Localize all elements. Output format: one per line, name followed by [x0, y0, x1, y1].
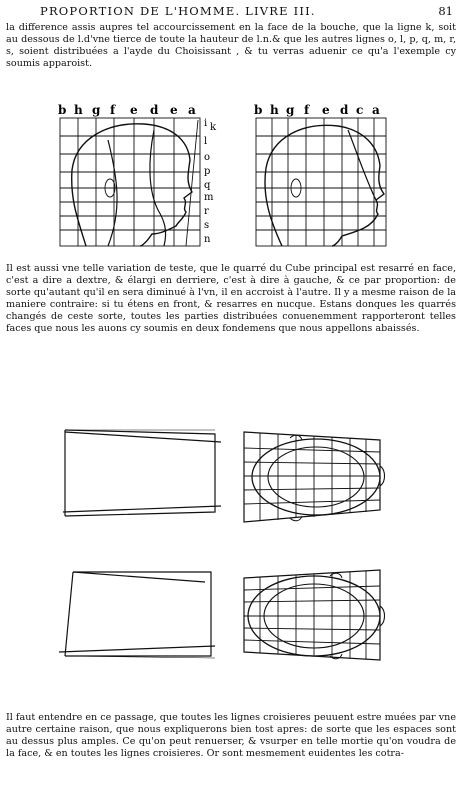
- fig-label: b: [254, 103, 263, 117]
- fig-label: f: [304, 103, 310, 117]
- figure-letters-top-right: [254, 103, 380, 117]
- fig-label: b: [58, 103, 67, 117]
- fig-label: m: [204, 192, 214, 203]
- figure-distorted-square-1: [55, 428, 225, 518]
- fig-label: p: [204, 166, 211, 177]
- paragraph-2: Il est aussi vne telle variation de teste, que le quarré du Cube principal est resarré en face, c'est a dire a dextre, & élargi en derriere, c'est à dire à gauche, & ce par proportion: de sorte qu'autant qu'il en sera diminué à l'vn, il en accroist à l'autre. Il y a mesme raison de la maniere contraire: si tu étens en front, & resarres en nucque. Estans donques les quarrés changés de ceste sorte, toutes les parties distribuées conuenemment rapporteront telles faces que nous les auons cy soumis en deux fondemens que nous appellons abaissés.: [6, 263, 456, 334]
- fig-label: s: [204, 220, 210, 231]
- fig-label: d: [340, 103, 349, 117]
- paragraph-1: la difference assis aupres tel accourcissement en la face de la bouche, que la ligne k, soit au dessous de l.d'vne tierce de toute la hauteur de l.n.& que les autres lignes o, l, p, q, m, r, s, soient distribuées a l'ayde du Choisissant , & tu verras aduenir ce qu'a l'exemple cy soumis apparoist.: [6, 22, 456, 69]
- fig-label: e: [322, 103, 330, 117]
- fig-label: k: [210, 122, 217, 133]
- running-head: PROPORTION DE L'HOMME. LIVRE III.: [40, 4, 316, 18]
- fig-label: h: [74, 103, 83, 117]
- page-header: [40, 4, 455, 20]
- figure-letters-right: [204, 118, 217, 245]
- figure-gridded-head-2: [230, 568, 400, 668]
- fig-label: a: [372, 103, 380, 117]
- fig-label: g: [286, 103, 295, 117]
- fig-label: e: [170, 103, 178, 117]
- fig-label: h: [270, 103, 279, 117]
- page-number: 81: [438, 4, 453, 18]
- figure-gridded-head-1: [230, 430, 400, 525]
- fig-label: e: [130, 103, 138, 117]
- paragraph-3: Il faut entendre en ce passage, que toutes les lignes croisieres peuuent estre muées par vne autre certaine raison, que nous expliquerons bien tost apres: de sorte que les espaces sont au dessus plus amples. Ce qu'on peut renuerser, & vsurper en telle mortie qu'on voudra de la face, & en toutes les lignes croisieres. Or sont mesmement euidentes les cotra-: [6, 712, 456, 759]
- fig-label: g: [92, 103, 101, 117]
- fig-label: c: [356, 103, 364, 117]
- fig-label: n: [204, 234, 211, 245]
- fig-label: a: [188, 103, 196, 117]
- fig-label: d: [150, 103, 159, 117]
- fig-label: l: [204, 136, 208, 147]
- fig-label: o: [204, 152, 211, 163]
- fig-label: i: [204, 118, 208, 129]
- fig-label: f: [110, 103, 116, 117]
- fig-label: r: [204, 206, 209, 217]
- figure-distorted-square-2: [55, 568, 225, 663]
- figure-profile-head-right: [252, 100, 402, 260]
- figure-profile-head-left: [48, 100, 228, 260]
- fig-label: q: [204, 180, 211, 191]
- figure-letters-top: [58, 103, 196, 117]
